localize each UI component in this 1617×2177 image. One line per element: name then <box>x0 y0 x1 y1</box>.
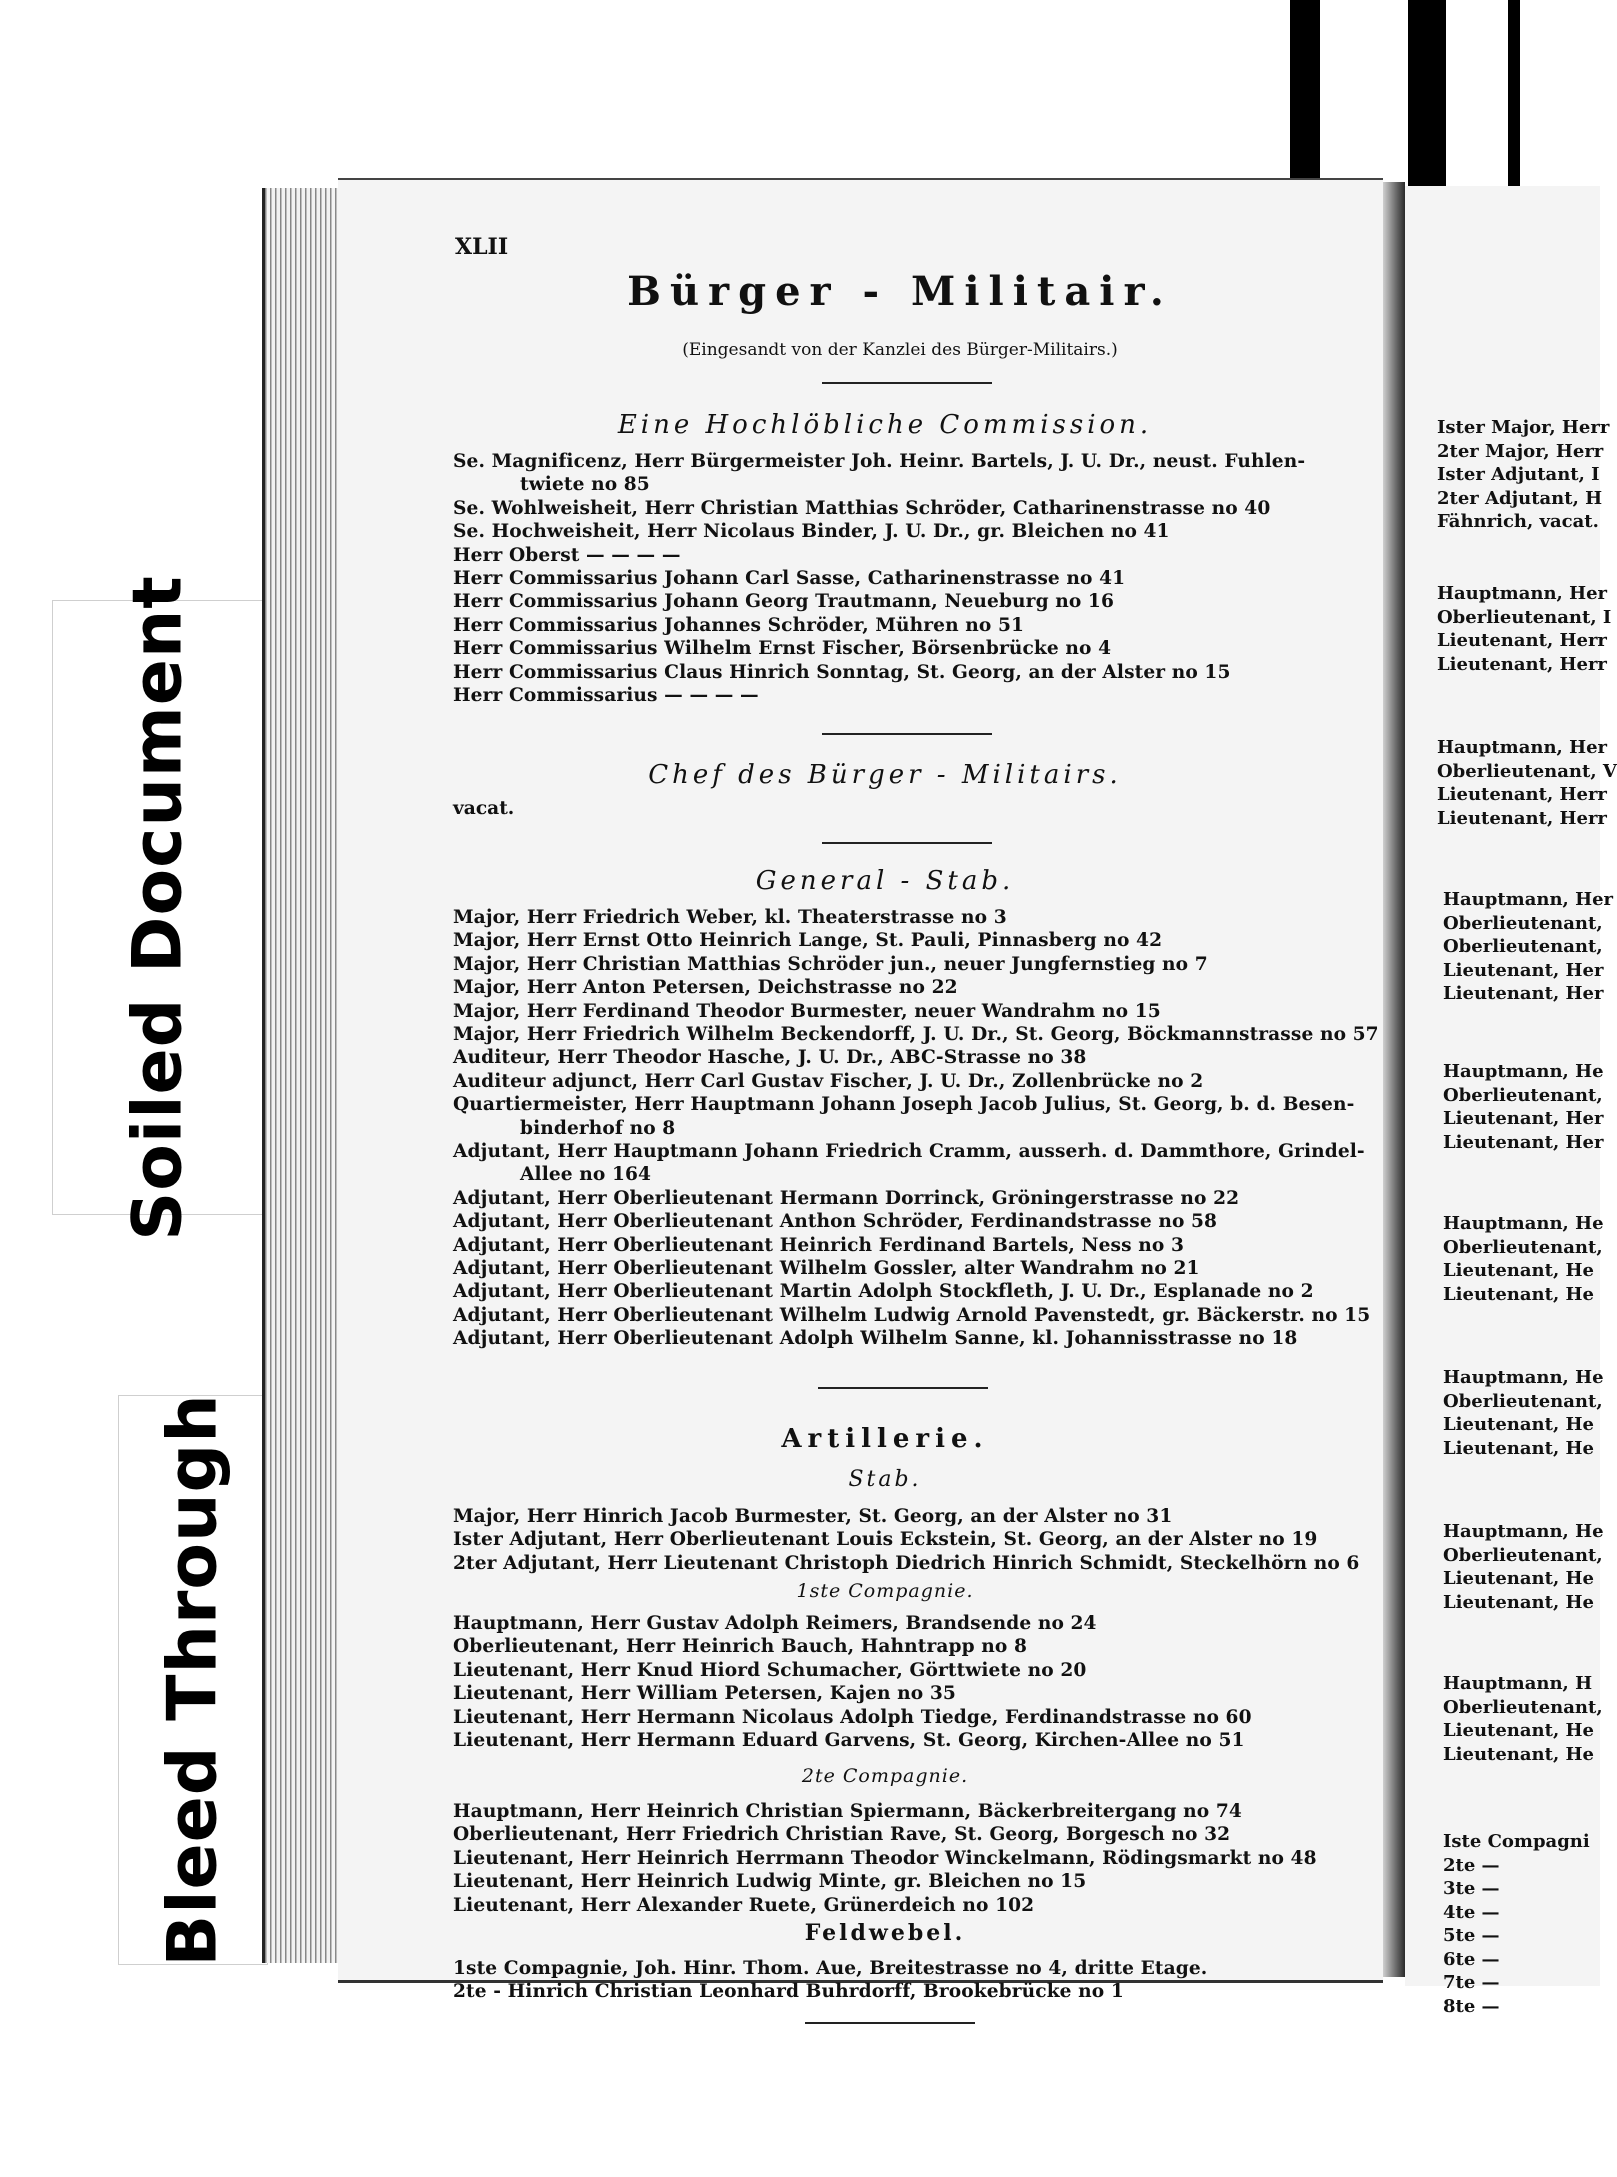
right-page-line: Oberlieutenant, V <box>1437 760 1617 782</box>
list-item: Adjutant, Herr Oberlieutenant Wilhelm Ludwig Arnold Pavenstedt, gr. Bäckerstr. no 15 <box>453 1304 1371 1326</box>
right-page-line: Lieutenant, He <box>1443 1743 1594 1765</box>
list-item: Adjutant, Herr Oberlieutenant Anthon Schröder, Ferdinandstrasse no 58 <box>453 1211 1218 1233</box>
list-item: Major, Herr Ferdinand Theodor Burmester, neuer Wandrahm no 15 <box>453 1000 1161 1022</box>
right-page-line: Oberlieutenant, I <box>1437 606 1612 628</box>
divider <box>818 1387 988 1389</box>
list-item: Herr Oberst — — — — <box>453 544 681 566</box>
list-item: Lieutenant, Herr Hermann Nicolaus Adolph Tiedge, Ferdinandstrasse no 60 <box>453 1706 1252 1728</box>
right-page-line: Oberlieutenant, <box>1443 1544 1603 1566</box>
list-item: Lieutenant, Herr Heinrich Herrmann Theodor Winckelmann, Rödingsmarkt no 48 <box>453 1847 1317 1869</box>
list-item: Se. Hochweisheit, Herr Nicolaus Binder, J. U. Dr., gr. Bleichen no 41 <box>453 521 1170 543</box>
list-item: Auditeur, Herr Theodor Hasche, J. U. Dr., ABC-Strasse no 38 <box>453 1047 1087 1069</box>
artillerie-stab-heading: Stab. <box>848 1467 922 1492</box>
list-item: Adjutant, Herr Oberlieutenant Heinrich Ferdinand Bartels, Ness no 3 <box>453 1234 1185 1256</box>
general-stab-heading: General - Stab. <box>755 866 1015 896</box>
right-page-line: Lieutenant, He <box>1443 1720 1594 1741</box>
right-page-line: Hauptmann, He <box>1443 1367 1604 1388</box>
list-item: Major, Herr Christian Matthias Schröder jun., neuer Jungfernstieg no 7 <box>453 953 1208 975</box>
book-edge <box>262 188 343 1963</box>
right-page-line: Oberlieutenant, <box>1443 1390 1603 1412</box>
right-page-line: 4te — <box>1443 1901 1500 1923</box>
right-page-line: Hauptmann, He <box>1443 1213 1604 1234</box>
divider <box>805 2022 975 2024</box>
list-item: Herr Commissarius Claus Hinrich Sonntag, St. Georg, an der Alster no 15 <box>453 661 1231 683</box>
right-page-line: Hauptmann, Her <box>1437 737 1608 758</box>
right-page-line: 5te — <box>1443 1925 1500 1946</box>
right-page-line: Oberlieutenant, <box>1443 936 1603 957</box>
right-page-line: Iste Compagni <box>1443 1831 1590 1852</box>
list-item: Hauptmann, Herr Heinrich Christian Spiermann, Bäckerbreitergang no 74 <box>453 1801 1242 1822</box>
right-page-line: Lieutenant, Her <box>1443 959 1604 981</box>
list-item: Lieutenant, Herr Heinrich Ludwig Minte, gr. Bleichen no 15 <box>453 1871 1087 1893</box>
list-item: Auditeur adjunct, Herr Carl Gustav Fischer, J. U. Dr., Zollenbrücke no 2 <box>453 1070 1204 1092</box>
list-item: Major, Herr Hinrich Jacob Burmester, St. Georg, an der Alster no 31 <box>453 1506 1173 1527</box>
right-page-line: Hauptmann, Her <box>1437 583 1608 604</box>
right-page-line: Lieutenant, Herr <box>1437 784 1607 805</box>
right-page-line: 2ter Major, Herr <box>1437 440 1604 462</box>
list-item: Major, Herr Anton Petersen, Deichstrasse no 22 <box>453 977 958 999</box>
list-item: Se. Wohlweisheit, Herr Christian Matthias Schröder, Catharinenstrasse no 40 <box>453 497 1271 519</box>
right-page-line: Lieutenant, Her <box>1443 1108 1604 1129</box>
soiled-document-label <box>52 574 264 1241</box>
list-item: Herr Commissarius Johannes Schröder, Mühren no 51 <box>453 614 1025 636</box>
divider <box>822 382 992 384</box>
right-page-line: Lieutenant, He <box>1443 1437 1594 1459</box>
right-page <box>1405 186 1617 2017</box>
list-item: Hauptmann, Herr Gustav Adolph Reimers, Brandsende no 24 <box>453 1613 1097 1634</box>
page-subtitle: (Eingesandt von der Kanzlei des Bürger-Militairs.) <box>682 340 1118 360</box>
list-item: twiete no 85 <box>520 474 650 496</box>
list-item: Major, Herr Friedrich Wilhelm Beckendorff, J. U. Dr., St. Georg, Böckmannstrasse no 57 <box>453 1024 1379 1045</box>
right-page-line: Lieutenant, Her <box>1443 983 1604 1004</box>
right-page-line: Lieutenant, He <box>1443 1260 1594 1281</box>
page-fold <box>1383 182 1405 1977</box>
page-number: XLII <box>455 234 509 260</box>
list-item: Adjutant, Herr Oberlieutenant Adolph Wilhelm Sanne, kl. Johannisstrasse no 18 <box>453 1328 1298 1350</box>
artillerie-heading: Artillerie. <box>781 1424 989 1454</box>
right-page-line: Ister Adjutant, I <box>1437 464 1600 485</box>
chef-heading: Chef des Bürger - Militairs. <box>648 760 1122 790</box>
soiled-document-text: Soiled Document <box>118 574 198 1241</box>
list-item: Adjutant, Herr Hauptmann Johann Friedrich Cramm, ausserh. d. Dammthore, Grindel- <box>453 1141 1365 1162</box>
right-page-line: Lieutenant, He <box>1443 1283 1594 1305</box>
bleed-through-text: Bleed Through <box>153 1393 233 1967</box>
right-page-line: 3te — <box>1443 1878 1500 1899</box>
right-page-line: 2ter Adjutant, H <box>1437 487 1603 509</box>
divider <box>822 733 992 735</box>
commission-heading: Eine Hochlöbliche Commission. <box>617 410 1153 440</box>
right-page-line: Hauptmann, He <box>1443 1521 1604 1542</box>
right-page-line: 6te — <box>1443 1948 1500 1970</box>
right-page-line: Lieutenant, He <box>1443 1591 1594 1613</box>
right-page-line: Oberlieutenant, <box>1443 1236 1603 1258</box>
list-item: Adjutant, Herr Oberlieutenant Wilhelm Gossler, alter Wandrahm no 21 <box>453 1258 1200 1279</box>
list-item: 2ter Adjutant, Herr Lieutenant Christoph Diedrich Hinrich Schmidt, Steckelhörn no 6 <box>453 1552 1360 1574</box>
compagnie-2-heading: 2te Compagnie. <box>801 1765 969 1787</box>
right-page-line: Fähnrich, vacat. <box>1437 511 1599 532</box>
list-item: 1ste Compagnie, Joh. Hinr. Thom. Aue, Breitestrasse no 4, dritte Etage. <box>453 1958 1208 1979</box>
right-page-line: Ister Major, Herr <box>1437 417 1610 438</box>
chef-vacat: vacat. <box>453 798 515 819</box>
right-page-line: Hauptmann, He <box>1443 1061 1604 1082</box>
list-item: Quartiermeister, Herr Hauptmann Johann Joseph Jacob Julius, St. Georg, b. d. Besen- <box>453 1094 1355 1116</box>
bleed-through-label <box>118 1395 268 1965</box>
list-item: Herr Commissarius Johann Carl Sasse, Catharinenstrasse no 41 <box>453 568 1126 589</box>
list-item: Major, Herr Friedrich Weber, kl. Theaterstrasse no 3 <box>453 907 1007 928</box>
right-page-line: Oberlieutenant, <box>1443 1696 1603 1718</box>
right-page-line: Hauptmann, Her <box>1443 889 1614 910</box>
right-page-line: Oberlieutenant, <box>1443 1084 1603 1106</box>
scan-border-right-inner <box>1508 0 1520 205</box>
right-page-line: 7te — <box>1443 1972 1500 1993</box>
compagnie-1-heading: 1ste Compagnie. <box>796 1580 974 1602</box>
right-page-line: Lieutenant, Herr <box>1437 653 1607 675</box>
list-item: Herr Commissarius Johann Georg Trautmann, Neueburg no 16 <box>453 591 1115 613</box>
list-item: Lieutenant, Herr Alexander Ruete, Grünerdeich no 102 <box>453 1894 1035 1916</box>
list-item: Major, Herr Ernst Otto Heinrich Lange, St. Pauli, Pinnasberg no 42 <box>453 930 1163 952</box>
list-item: Se. Magnificenz, Herr Bürgermeister Joh. Heinr. Bartels, J. U. Dr., neust. Fuhlen- <box>453 451 1306 472</box>
right-page-line: Oberlieutenant, <box>1443 912 1603 934</box>
list-item: Ister Adjutant, Herr Oberlieutenant Louis Eckstein, St. Georg, an der Alster no 19 <box>453 1529 1318 1551</box>
list-item: Oberlieutenant, Herr Friedrich Christian Rave, St. Georg, Borgesch no 32 <box>453 1824 1231 1846</box>
right-page-line: Lieutenant, Herr <box>1437 807 1607 829</box>
feldwebel-heading: Feldwebel. <box>804 1920 966 1946</box>
right-page-line: 8te — <box>1443 1995 1500 2017</box>
divider <box>822 842 992 844</box>
page-title: Bürger - Militair. <box>627 268 1173 315</box>
list-item: 2te - Hinrich Christian Leonhard Buhrdorff, Brookebrücke no 1 <box>453 1981 1124 2003</box>
scan-border-right <box>1408 0 1446 205</box>
list-item: Allee no 164 <box>520 1164 652 1186</box>
right-page-line: 2te — <box>1443 1854 1500 1876</box>
list-item: Adjutant, Herr Oberlieutenant Hermann Dorrinck, Gröningerstrasse no 22 <box>453 1187 1240 1209</box>
scan-border-top <box>1290 0 1320 180</box>
list-item: Herr Commissarius Wilhelm Ernst Fischer, Börsenbrücke no 4 <box>453 638 1112 660</box>
right-page-line: Lieutenant, Her <box>1443 1131 1604 1153</box>
right-page-line: Lieutenant, He <box>1443 1414 1594 1435</box>
list-item: Herr Commissarius — — — — <box>453 685 759 706</box>
list-item: Lieutenant, Herr William Petersen, Kajen no 35 <box>453 1683 956 1705</box>
right-page-line: Lieutenant, He <box>1443 1568 1594 1589</box>
list-item: Oberlieutenant, Herr Heinrich Bauch, Hahntrapp no 8 <box>453 1636 1028 1658</box>
right-page-line: Lieutenant, Herr <box>1437 630 1607 651</box>
list-item: Adjutant, Herr Oberlieutenant Martin Adolph Stockfleth, J. U. Dr., Esplanade no 2 <box>453 1281 1314 1303</box>
right-page-line: Hauptmann, H <box>1443 1673 1593 1694</box>
list-item: Lieutenant, Herr Knud Hiord Schumacher, Görttwiete no 20 <box>453 1659 1087 1681</box>
list-item: Lieutenant, Herr Hermann Eduard Garvens, St. Georg, Kirchen-Allee no 51 <box>453 1730 1245 1751</box>
list-item: binderhof no 8 <box>520 1117 676 1139</box>
